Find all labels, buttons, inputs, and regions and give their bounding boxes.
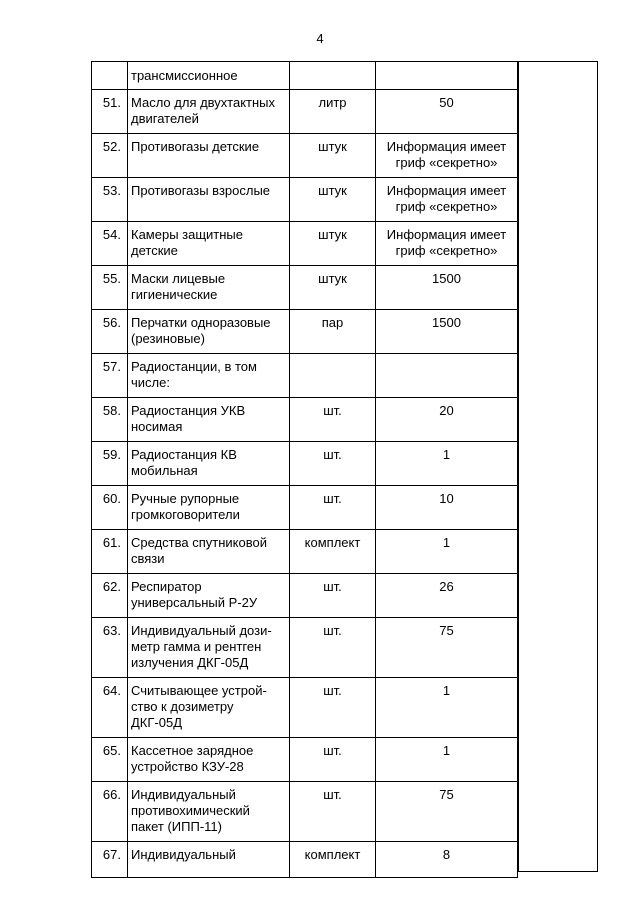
row-number: 67. — [92, 842, 128, 878]
table-row — [92, 310, 518, 354]
item-name: Считывающее устрой-ство к дозиметру ДКГ-05Д — [128, 678, 290, 738]
table-row — [92, 134, 518, 178]
item-name: Кассетное зарядное устройство КЗУ-28 — [128, 738, 290, 782]
quantity: 8 — [376, 842, 518, 878]
row-number: 60. — [92, 486, 128, 530]
unit-of-measure: литр — [290, 90, 376, 134]
item-name: Противогазы взрослые — [128, 178, 290, 222]
quantity: 1 — [376, 678, 518, 738]
side-column-box — [517, 61, 598, 872]
unit-of-measure: шт. — [290, 618, 376, 678]
row-number: 64. — [92, 678, 128, 738]
unit-of-measure: пар — [290, 310, 376, 354]
unit-of-measure: комплект — [290, 842, 376, 878]
row-number: 65. — [92, 738, 128, 782]
table-row — [92, 266, 518, 310]
quantity: 50 — [376, 90, 518, 134]
quantity: 20 — [376, 398, 518, 442]
quantity: 1 — [376, 738, 518, 782]
table-row — [92, 782, 518, 842]
item-name: Противогазы детские — [128, 134, 290, 178]
table-row — [92, 842, 518, 878]
table-row — [92, 574, 518, 618]
quantity: 1500 — [376, 310, 518, 354]
quantity: 1 — [376, 530, 518, 574]
unit-of-measure: штук — [290, 134, 376, 178]
unit-of-measure: штук — [290, 266, 376, 310]
quantity: 26 — [376, 574, 518, 618]
unit-of-measure: шт. — [290, 574, 376, 618]
table-row — [92, 90, 518, 134]
quantity: Информация имеет гриф «секретно» — [376, 178, 518, 222]
item-name: Маски лицевые гигиенические — [128, 266, 290, 310]
row-number — [92, 62, 128, 90]
item-name: Радиостанция УКВ носимая — [128, 398, 290, 442]
quantity — [376, 354, 518, 398]
unit-of-measure: шт. — [290, 678, 376, 738]
unit-of-measure: шт. — [290, 486, 376, 530]
item-name: Ручные рупорные громкоговорители — [128, 486, 290, 530]
quantity: 10 — [376, 486, 518, 530]
row-number: 57. — [92, 354, 128, 398]
table-row — [92, 398, 518, 442]
row-number: 51. — [92, 90, 128, 134]
quantity: Информация имеет гриф «секретно» — [376, 134, 518, 178]
item-name: Индивидуальный — [128, 842, 290, 878]
item-name: Средства спутниковой связи — [128, 530, 290, 574]
table-body — [92, 62, 518, 878]
item-name: Респиратор универсальный Р-2У — [128, 574, 290, 618]
item-name: Масло для двухтактных двигателей — [128, 90, 290, 134]
quantity: 75 — [376, 618, 518, 678]
row-number: 66. — [92, 782, 128, 842]
supplies-table — [91, 61, 518, 878]
row-number: 58. — [92, 398, 128, 442]
unit-of-measure: штук — [290, 178, 376, 222]
unit-of-measure: комплект — [290, 530, 376, 574]
item-name: Индивидуальный противохимический пакет (ИПП-11) — [128, 782, 290, 842]
table-row — [92, 354, 518, 398]
row-number: 62. — [92, 574, 128, 618]
item-name: Индивидуальный дози-метр гамма и рентген излучения ДКГ-05Д — [128, 618, 290, 678]
table-row — [92, 178, 518, 222]
table-row — [92, 530, 518, 574]
row-number: 59. — [92, 442, 128, 486]
table-row — [92, 678, 518, 738]
unit-of-measure: шт. — [290, 398, 376, 442]
table-row — [92, 222, 518, 266]
table-row — [92, 486, 518, 530]
quantity: 1 — [376, 442, 518, 486]
page-number: 4 — [316, 31, 324, 46]
item-name: Радиостанция КВ мобильная — [128, 442, 290, 486]
table-row — [92, 618, 518, 678]
item-name: Перчатки одноразовые (резиновые) — [128, 310, 290, 354]
quantity: Информация имеет гриф «секретно» — [376, 222, 518, 266]
table-row — [92, 442, 518, 486]
unit-of-measure: шт. — [290, 782, 376, 842]
quantity: 75 — [376, 782, 518, 842]
unit-of-measure — [290, 62, 376, 90]
item-name: трансмиссионное — [128, 62, 290, 90]
row-number: 55. — [92, 266, 128, 310]
quantity: 1500 — [376, 266, 518, 310]
row-number: 56. — [92, 310, 128, 354]
table-row — [92, 738, 518, 782]
unit-of-measure: шт. — [290, 442, 376, 486]
row-number: 54. — [92, 222, 128, 266]
unit-of-measure: штук — [290, 222, 376, 266]
item-name: Радиостанции, в том числе: — [128, 354, 290, 398]
row-number: 63. — [92, 618, 128, 678]
row-number: 61. — [92, 530, 128, 574]
unit-of-measure: шт. — [290, 738, 376, 782]
quantity — [376, 62, 518, 90]
table-row — [92, 62, 518, 90]
row-number: 52. — [92, 134, 128, 178]
row-number: 53. — [92, 178, 128, 222]
unit-of-measure — [290, 354, 376, 398]
item-name: Камеры защитные детские — [128, 222, 290, 266]
